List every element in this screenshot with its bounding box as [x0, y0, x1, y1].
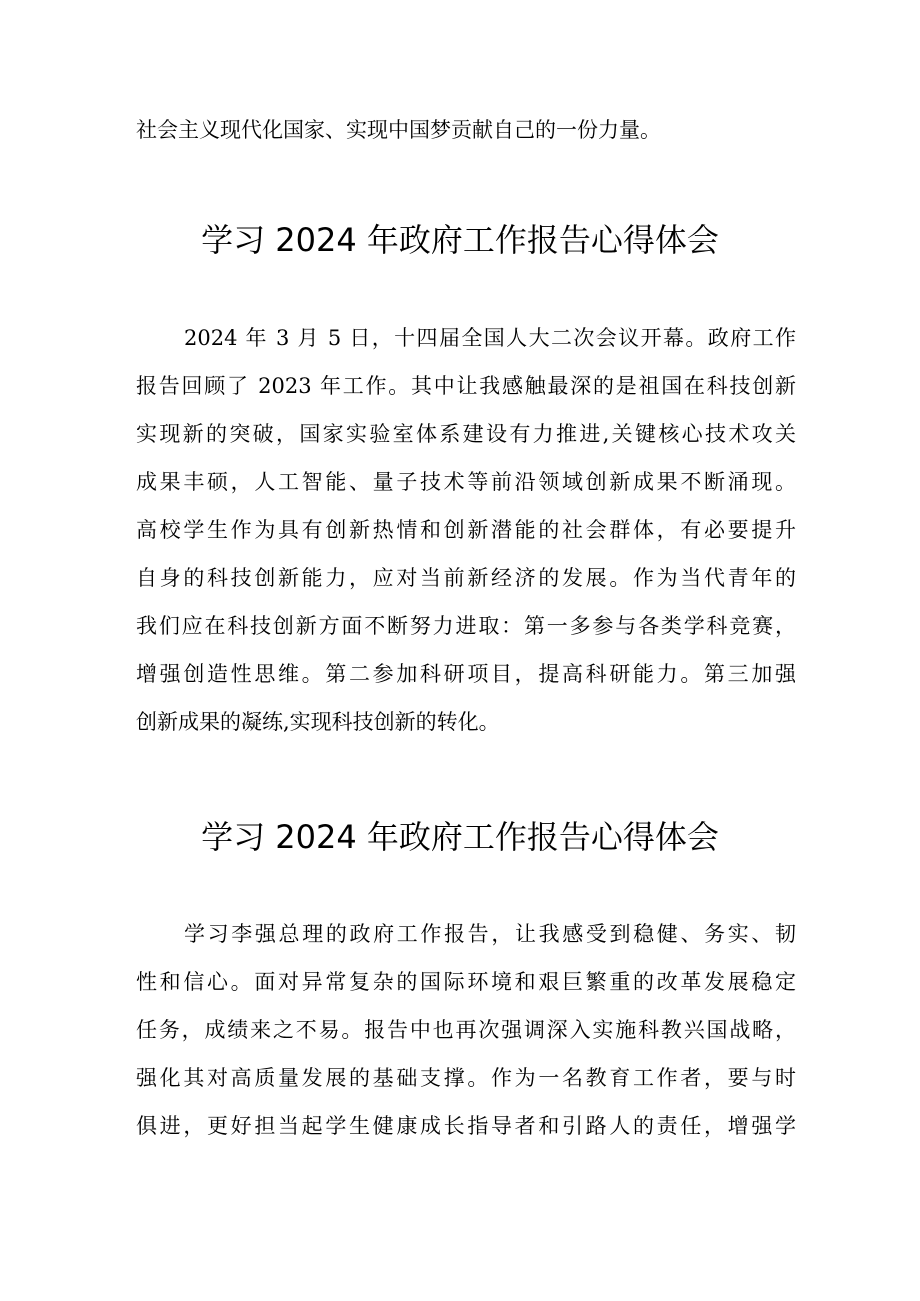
paragraph-line: 报告回顾了 2023 年工作。其中让我感触最深的是祖国在科技创新: [136, 374, 796, 398]
paragraph-line: 性和信心。面对异常复杂的国际环境和艰巨繁重的改革发展稳定: [136, 970, 796, 994]
paragraph-line: 高校学生作为具有创新热情和创新潜能的社会群体，有必要提升: [136, 518, 796, 542]
top-fragment-line: 社会主义现代化国家、实现中国梦贡献自己的一份力量。: [136, 118, 661, 142]
paragraph-line: 我们应在科技创新方面不断努力进取：第一多参与各类学科竞赛，: [136, 614, 796, 638]
paragraph-line: 成果丰硕，人工智能、量子技术等前沿领域创新成果不断涌现。: [136, 470, 796, 494]
paragraph-line: 强化其对高质量发展的基础支撑。作为一名教育工作者，要与时: [136, 1066, 796, 1090]
paragraph-line: 增强创造性思维。第二参加科研项目，提高科研能力。第三加强: [136, 662, 796, 686]
paragraph-line: 任务，成绩来之不易。报告中也再次强调深入实施科教兴国战略，: [136, 1018, 796, 1042]
paragraph-line: 实现新的突破，国家实验室体系建设有力推进,关键核心技术攻关: [136, 422, 796, 446]
paragraph-line: 俱进，更好担当起学生健康成长指导者和引路人的责任，增强学: [136, 1114, 796, 1138]
paragraph-line: 创新成果的凝练,实现科技创新的转化。: [136, 710, 500, 734]
paragraph-line: 学习李强总理的政府工作报告，让我感受到稳健、务实、韧: [184, 922, 796, 946]
section-2-title: 学习 2024 年政府工作报告心得体会: [201, 818, 719, 856]
paragraph-line: 2024 年 3 月 5 日，十四届全国人大二次会议开幕。政府工作: [184, 326, 796, 350]
section-1-title: 学习 2024 年政府工作报告心得体会: [201, 221, 719, 259]
paragraph-line: 自身的科技创新能力，应对当前新经济的发展。作为当代青年的: [136, 566, 796, 590]
